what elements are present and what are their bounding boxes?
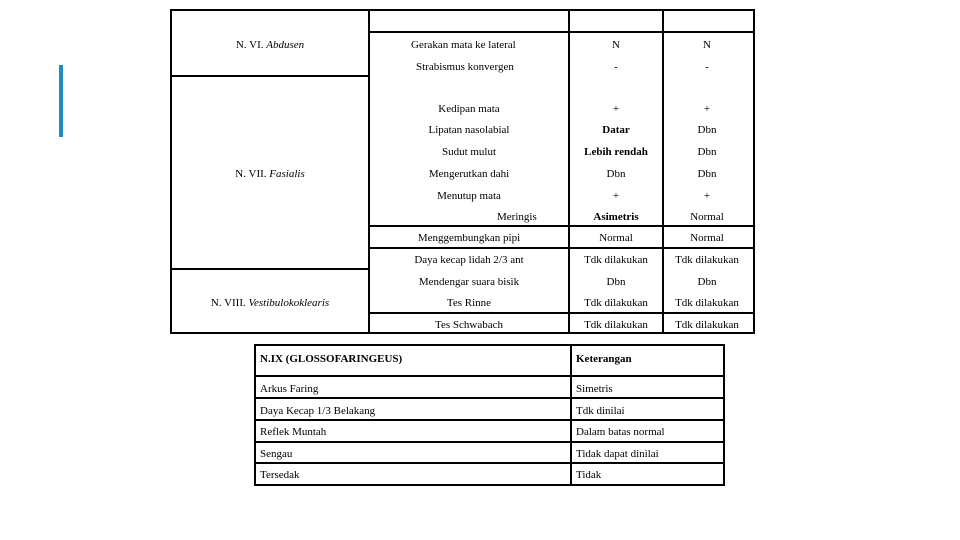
- result-col2: Tdk dilakukan: [675, 254, 739, 266]
- glosso-item: Reflek Muntah: [260, 426, 327, 438]
- glosso-item: Sengau: [260, 448, 293, 460]
- result-col1: Asimetris: [593, 211, 639, 223]
- glosso-value: Simetris: [576, 383, 613, 395]
- test-name: Menutup mata: [437, 190, 501, 202]
- row-divider: [370, 31, 753, 33]
- test-name: Sudut mulut: [441, 146, 497, 158]
- result-col2: Tdk dilakukan: [675, 297, 739, 309]
- test-name: Tes Rinne: [446, 297, 492, 309]
- glosso-item: Tersedak: [260, 469, 300, 481]
- test-name: Mengerutkan dahi: [428, 168, 510, 180]
- result-col1: N: [612, 39, 620, 51]
- result-col1: Tdk dilakukan: [584, 297, 648, 309]
- result-col2: Dbn: [697, 146, 717, 158]
- glosso-item: Daya Kecap 1/3 Belakang: [260, 405, 376, 417]
- column-divider: [662, 9, 664, 334]
- test-name: Lipatan nasolabial: [428, 124, 510, 136]
- test-name: Gerakan mata ke lateral: [411, 39, 516, 51]
- glosso-item: Arkus Faring: [260, 383, 319, 395]
- test-name: Daya kecap lidah 2/3 ant: [414, 254, 524, 266]
- row-divider: [256, 462, 723, 464]
- row-divider: [256, 375, 723, 377]
- table-border-left: [254, 344, 256, 486]
- group-label-fasialis: N. VII. Fasialis: [235, 168, 305, 180]
- row-divider: [370, 312, 753, 314]
- slide-accent-bar: [59, 65, 63, 137]
- result-col2: +: [703, 190, 711, 202]
- column-divider: [570, 344, 572, 486]
- table-border-right: [723, 344, 725, 486]
- table-border-bottom: [170, 332, 755, 334]
- test-name: Kedipan mata: [438, 103, 500, 115]
- result-col1: Datar: [602, 124, 630, 136]
- test-name: Tes Schwabach: [435, 319, 503, 331]
- group-divider: [172, 268, 368, 270]
- result-col1: Dbn: [606, 168, 626, 180]
- glosso-value: Tidak: [576, 469, 602, 481]
- test-name: Mendengar suara bisik: [418, 276, 520, 288]
- table-border-left: [170, 9, 172, 334]
- glosso-value: Dalam batas normal: [576, 426, 665, 438]
- row-divider: [256, 419, 723, 421]
- result-col1: Lebih rendah: [584, 146, 648, 158]
- table-border-top: [254, 344, 725, 346]
- glosso-value: Tdk dinilai: [576, 405, 625, 417]
- test-name: Strabismus konvergen: [416, 61, 514, 73]
- group-label-vestibulokoklearis: N. VIII. Vestibulokoklearis: [210, 297, 330, 309]
- glosso-header-title: N.IX (GLOSSOFARINGEUS): [260, 353, 403, 365]
- test-name: Meringis: [497, 211, 537, 223]
- row-divider: [370, 247, 753, 249]
- column-divider: [568, 9, 570, 334]
- group-label-abdusen: N. VI. Abdusen: [235, 39, 305, 51]
- result-col1: +: [612, 190, 620, 202]
- row-divider: [370, 225, 753, 227]
- result-col2: Dbn: [697, 124, 717, 136]
- glosso-header-keterangan: Keterangan: [576, 353, 632, 365]
- result-col2: Tdk dilakukan: [675, 319, 739, 331]
- result-col2: Normal: [690, 232, 724, 244]
- result-col2: Normal: [690, 211, 724, 223]
- test-name: Menggembungkan pipi: [417, 232, 521, 244]
- table-border-bottom: [254, 484, 725, 486]
- table-border-right: [753, 9, 755, 334]
- result-col1: Tdk dilakukan: [584, 254, 648, 266]
- result-col1: -: [614, 61, 618, 73]
- glosso-value: Tidak dapat dinilai: [576, 448, 659, 460]
- result-col2: -: [705, 61, 709, 73]
- result-col1: +: [612, 103, 620, 115]
- result-col2: +: [703, 103, 711, 115]
- group-divider: [172, 75, 368, 77]
- row-divider: [256, 441, 723, 443]
- result-col2: Dbn: [697, 276, 717, 288]
- result-col1: Normal: [599, 232, 633, 244]
- result-col1: Dbn: [606, 276, 626, 288]
- row-divider: [256, 397, 723, 399]
- column-divider: [368, 9, 370, 334]
- result-col2: N: [703, 39, 711, 51]
- result-col1: Tdk dilakukan: [584, 319, 648, 331]
- result-col2: Dbn: [697, 168, 717, 180]
- table-border-top: [170, 9, 755, 11]
